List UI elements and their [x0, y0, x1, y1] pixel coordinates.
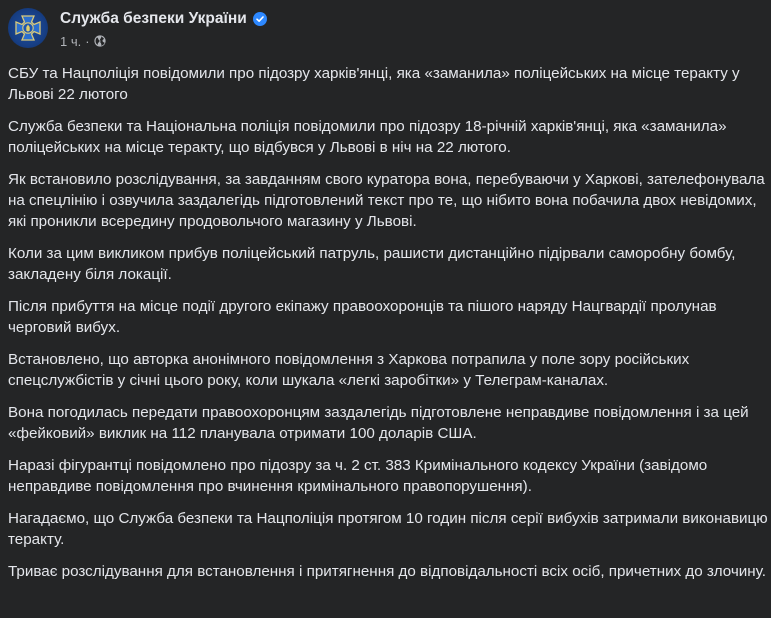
post-headline: СБУ та Нацполіція повідомили про підозру харків'янці, яка «заманила» поліцейських на місце теракту у Львові 22 лютого	[8, 65, 740, 103]
post-paragraph: Вона погодилась передати правоохоронцям заздалегідь підготовлене неправдиве повідомлення і за цей «фейковий» виклик на 112 планувала отримати 100 доларів США.	[8, 404, 749, 442]
post-paragraph: Служба безпеки та Національна поліція повідомили про підозру 18-річній харків'янці, яка «заманила» поліцейських на місце теракту, що відбувся у Львові в ніч на 22 лютого.	[8, 118, 727, 156]
post-paragraph: Нагадаємо, що Служба безпеки та Нацполіція протягом 10 годин після серії вибухів затримали виконавицю теракту.	[8, 510, 768, 548]
post-header	[8, 8, 267, 52]
post-body	[8, 63, 768, 593]
page-name-link[interactable]: Служба безпеки України	[60, 10, 247, 27]
post-paragraph: Встановлено, що авторка анонімного повідомлення з Харкова потрапила у поле зору російських спецслужбістів у січні цього року, коли шукала «легкі заробітки» у Телеграм-каналах.	[8, 351, 690, 389]
post-paragraph: Після прибуття на місце події другого екіпажу правоохоронців та пішого наряду Нацгвардії пролунав черговий вибух.	[8, 298, 717, 336]
post-timestamp-link[interactable]: 1 ч.	[60, 33, 82, 49]
post-paragraph: Триває розслідування для встановлення і притягнення до відповідальності всіх осіб, причетних до злочину.	[8, 563, 766, 580]
sbu-emblem-icon	[8, 8, 48, 48]
avatar[interactable]	[8, 8, 48, 48]
post-paragraph: Наразі фігурантці повідомлено про підозру за ч. 2 ст. 383 Кримінального кодексу України (завідомо неправдиве повідомлення про вчинення кримінального правопорушення).	[8, 457, 708, 495]
post-paragraph: Коли за цим викликом прибув поліцейський патруль, рашисти дистанційно підірвали саморобну бомбу, закладену біля локації.	[8, 245, 736, 283]
separator-dot: ·	[85, 33, 90, 49]
verified-badge-icon	[253, 12, 267, 26]
globe-icon[interactable]	[94, 35, 106, 47]
post-paragraph: Як встановило розслідування, за завданням свого куратора вона, перебуваючи у Харкові, зателефонувала на спецлінію і озвучила заздалегідь підготовлений текст про те, що нібито вона побачила двох невідомих, які проникли всередину продовольчого магазину у Львові.	[8, 171, 765, 230]
post-meta	[60, 8, 267, 50]
